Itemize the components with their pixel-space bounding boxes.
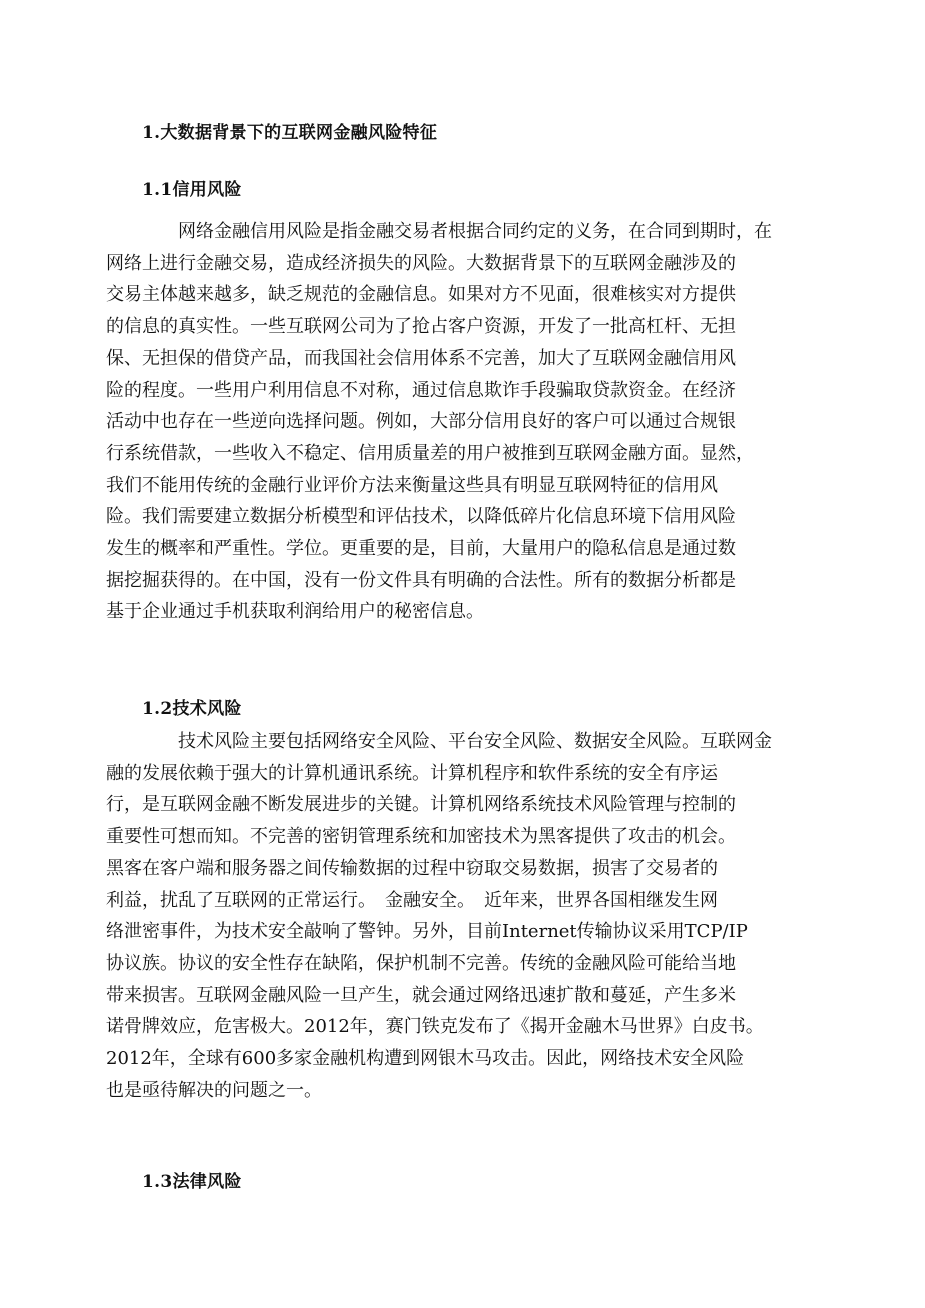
paragraph-line: 交易主体越来越多，缺乏规范的金融信息。如果对方不见面，很难核实对方提供 (106, 284, 736, 306)
paragraph-line: 行系统借款，一些收入不稳定、信用质量差的用户被推到互联网金融方面。显然， (106, 442, 754, 464)
paragraph-line: 据挖掘获得的。在中国，没有一份文件具有明确的合法性。所有的数据分析都是 (106, 569, 736, 591)
section-heading-legal-risk: 1.3法律风险 (142, 1172, 242, 1192)
paragraph-line: 利益，扰乱了互联网的正常运行。 金融安全。 近年来，世界各国相继发生网 (106, 889, 718, 911)
paragraph-line: 发生的概率和严重性。学位。更重要的是，目前，大量用户的隐私信息是通过数 (106, 538, 736, 560)
section-heading-technical-risk: 1.2技术风险 (142, 699, 242, 719)
paragraph-line: 带来损害。互联网金融风险一旦产生，就会通过网络迅速扩散和蔓延，产生多米 (106, 984, 736, 1006)
paragraph-line: 网络上进行金融交易，造成经济损失的风险。大数据背景下的互联网金融涉及的 (106, 252, 736, 274)
main-title: 1.大数据背景下的互联网金融风险特征 (142, 123, 438, 143)
paragraph-line: 融的发展依赖于强大的计算机通讯系统。计算机程序和软件系统的安全有序运 (106, 762, 718, 784)
paragraph-line: 重要性可想而知。不完善的密钥管理系统和加密技术为黑客提供了攻击的机会。 (106, 826, 736, 848)
paragraph-line: 我们不能用传统的金融行业评价方法来衡量这些具有明显互联网特征的信用风 (106, 474, 718, 496)
paragraph-line: 险。我们需要建立数据分析模型和评估技术，以降低碎片化信息环境下信用风险 (106, 506, 736, 528)
paragraph-line: 协议族。协议的安全性存在缺陷，保护机制不完善。传统的金融风险可能给当地 (106, 952, 736, 974)
paragraph-line: 行，是互联网金融不断发展进步的关键。计算机网络系统技术风险管理与控制的 (106, 794, 736, 816)
paragraph-credit-risk (106, 216, 784, 628)
paragraph-line: 技术风险主要包括网络安全风险、平台安全风险、数据安全风险。互联网金 (178, 731, 772, 752)
paragraph-technical-risk (106, 726, 784, 1106)
paragraph-line: 络泄密事件，为技术安全敲响了警钟。另外，目前Internet传输协议采用TCP/IP (106, 921, 748, 943)
paragraph-line: 诺骨牌效应，危害极大。2012年，赛门铁克发布了《揭开金融木马世界》白皮书。 (106, 1016, 764, 1038)
paragraph-line: 保、无担保的借贷产品，而我国社会信用体系不完善，加大了互联网金融信用风 (106, 347, 736, 369)
section-heading-credit-risk: 1.1信用风险 (142, 180, 242, 200)
paragraph-line: 活动中也存在一些逆向选择问题。例如，大部分信用良好的客户可以通过合规银 (106, 411, 736, 433)
paragraph-line: 2012年，全球有600多家金融机构遭到网银木马攻击。因此，网络技术安全风险 (106, 1048, 745, 1070)
paragraph-line: 黑客在客户端和服务器之间传输数据的过程中窃取交易数据，损害了交易者的 (106, 857, 718, 879)
paragraph-line: 网络金融信用风险是指金融交易者根据合同约定的义务，在合同到期时，在 (178, 221, 772, 242)
paragraph-line: 险的程度。一些用户利用信息不对称，通过信息欺诈手段骗取贷款资金。在经济 (106, 379, 736, 401)
paragraph-line: 的信息的真实性。一些互联网公司为了抢占客户资源，开发了一批高杠杆、无担 (106, 316, 736, 338)
paragraph-line: 也是亟待解决的问题之一。 (106, 1079, 322, 1101)
paragraph-line: 基于企业通过手机获取利润给用户的秘密信息。 (106, 601, 484, 623)
